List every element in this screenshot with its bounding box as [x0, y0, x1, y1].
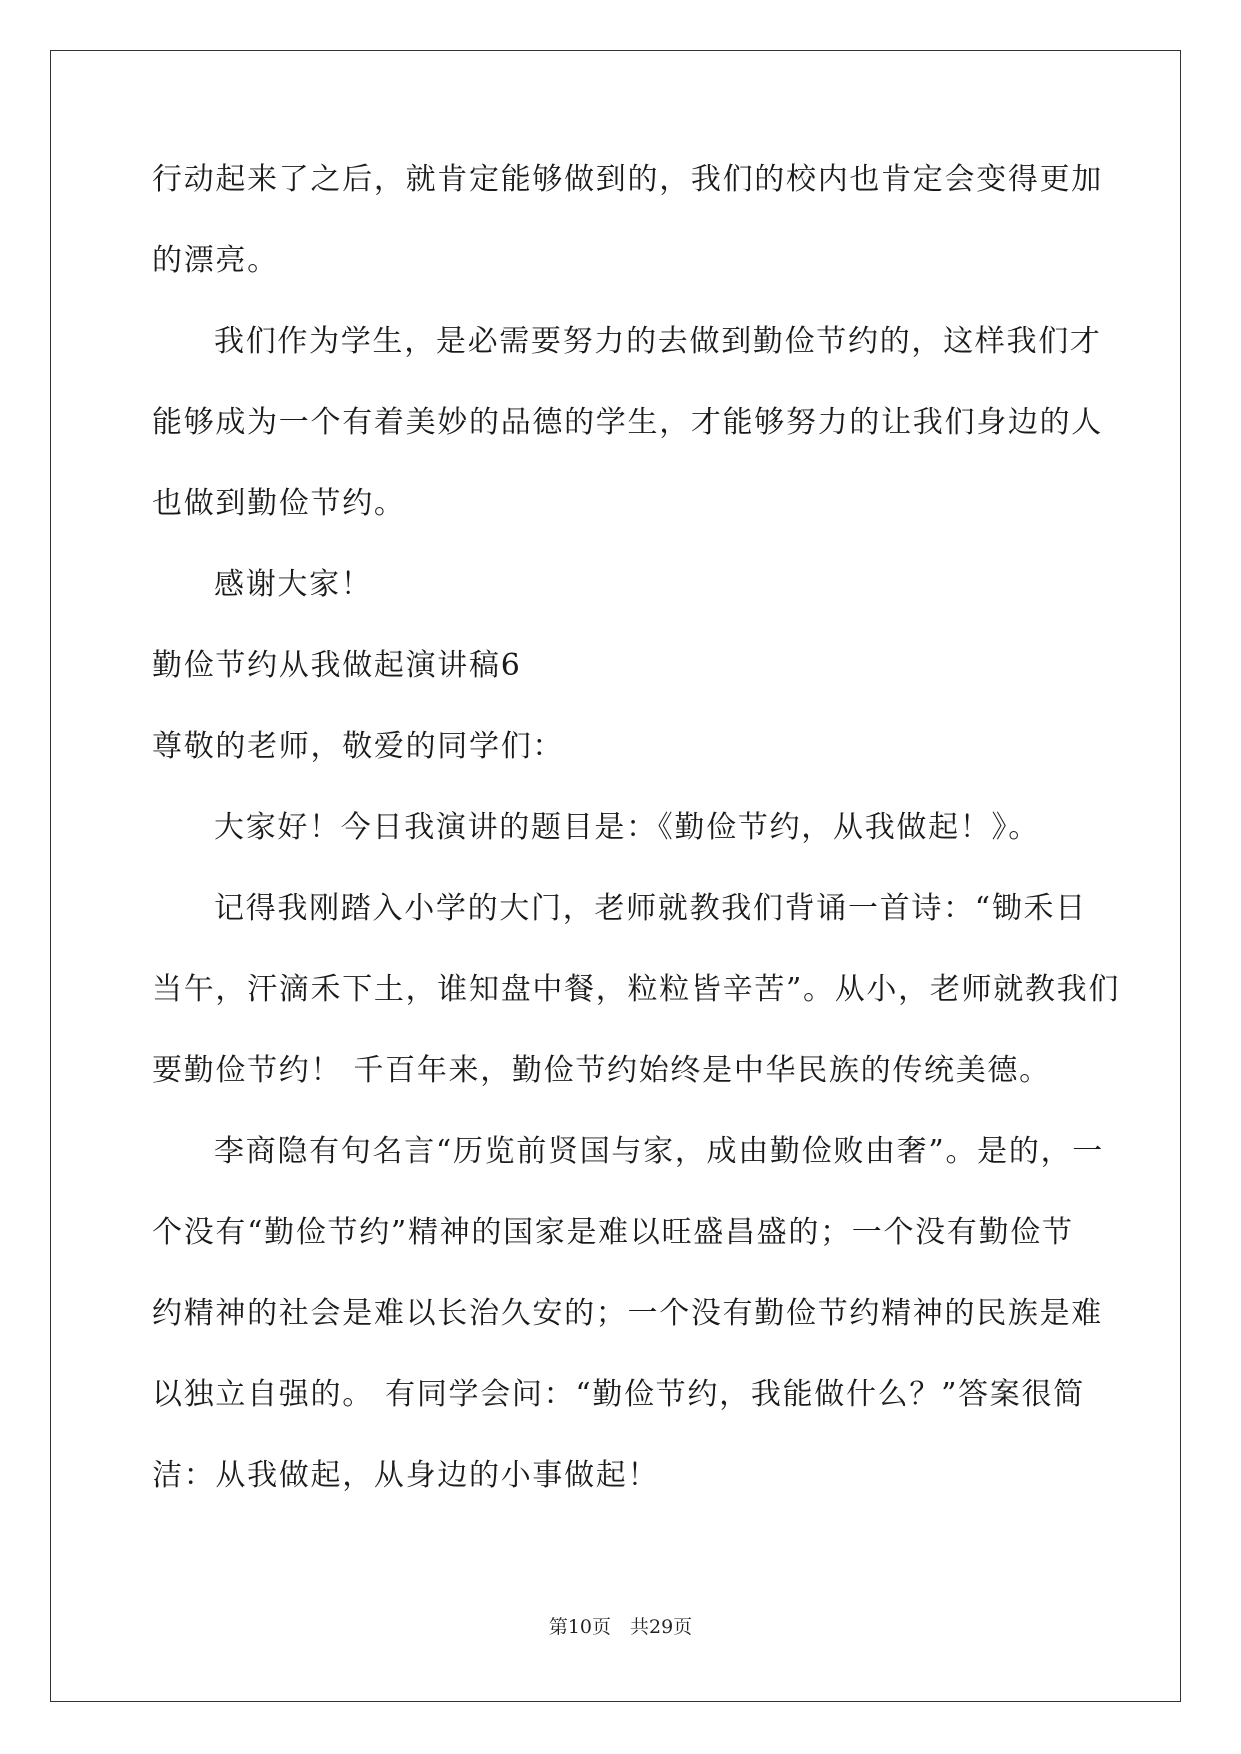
- text-line: 行动起来了之后，就肯定能够做到的，我们的校内也肯定会变得更加: [152, 162, 1103, 197]
- closing-thanks: 感谢大家！: [214, 567, 373, 602]
- text-line: 洁：从我做起，从身边的小事做起！: [152, 1458, 660, 1493]
- text-line: 的漂亮。: [152, 243, 279, 278]
- section-title: 勤俭节约从我做起演讲稿6: [152, 648, 522, 683]
- paragraph-start: 记得我刚踏入小学的大门，老师就教我们背诵一首诗：“锄禾日: [214, 891, 1087, 926]
- text-line: 当午，汗滴禾下土，谁知盘中餐，粒粒皆辛苦”。从小，老师就教我们: [152, 972, 1121, 1007]
- paragraph-start: 大家好！今日我演讲的题目是：《勤俭节约，从我做起！》。: [214, 810, 1040, 845]
- text-line: 个没有“勤俭节约”精神的国家是难以旺盛昌盛的；一个没有勤俭节: [152, 1215, 1074, 1250]
- text-line: 要勤俭节约！ 千百年来，勤俭节约始终是中华民族的传统美德。: [152, 1053, 1051, 1088]
- text-line: 以独立自强的。 有同学会问：“勤俭节约，我能做什么？”答案很简: [152, 1377, 1085, 1412]
- document-body: [152, 160, 1121, 1537]
- text-line: 也做到勤俭节约。: [152, 486, 406, 521]
- salutation: 尊敬的老师，敬爱的同学们：: [152, 729, 565, 764]
- page-number-text: 第10页 共29页: [548, 1616, 693, 1638]
- paragraph-start: 我们作为学生，是必需要努力的去做到勤俭节约的，这样我们才: [214, 324, 1102, 359]
- page-number-footer: [0, 1612, 1241, 1639]
- text-line: 能够成为一个有着美妙的品德的学生，才能够努力的让我们身边的人: [152, 405, 1103, 440]
- paragraph-start: 李商隐有句名言“历览前贤国与家，成由勤俭败由奢”。是的，一: [214, 1134, 1104, 1169]
- text-line: 约精神的社会是难以长治久安的；一个没有勤俭节约精神的民族是难: [152, 1296, 1103, 1331]
